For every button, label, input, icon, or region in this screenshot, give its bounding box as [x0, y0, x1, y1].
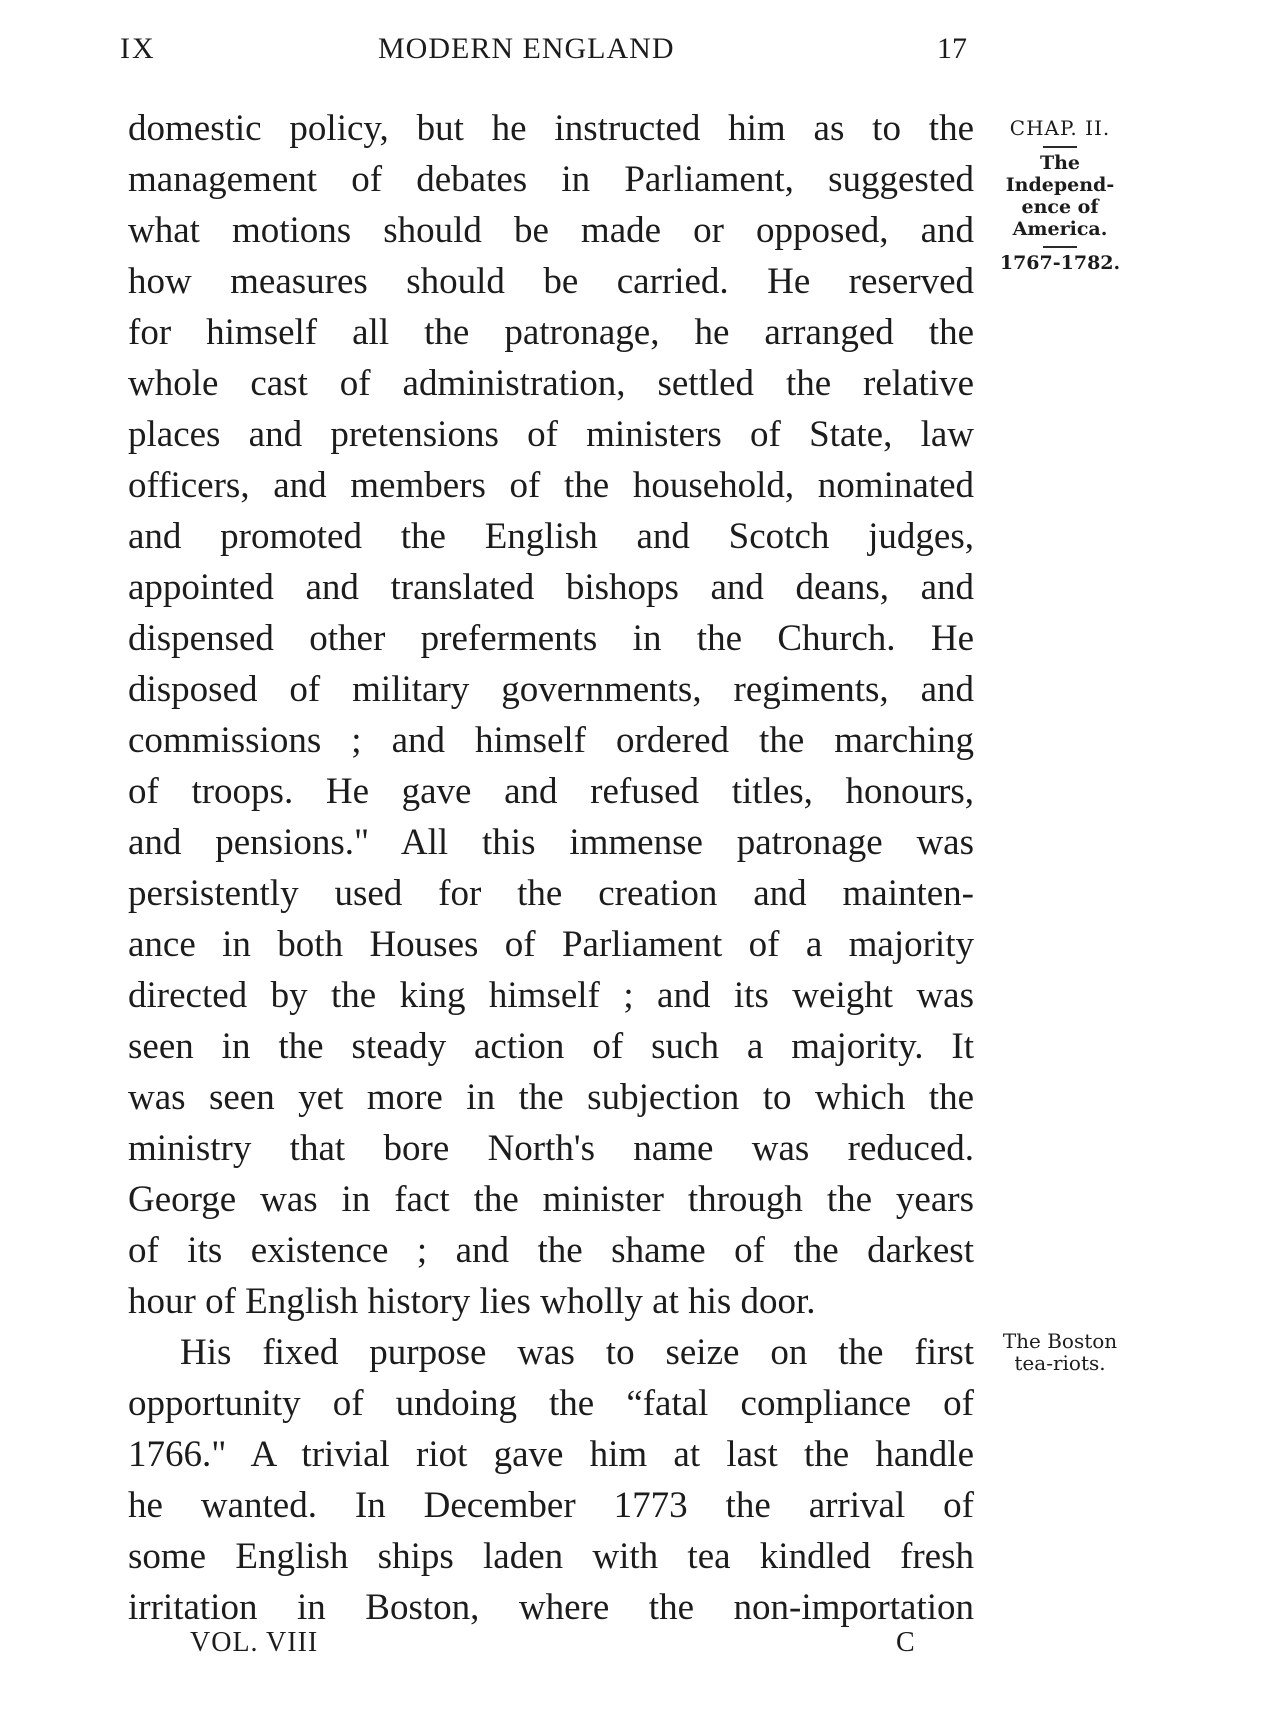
text-line: seen in the steady action of such a majority. It [128, 1026, 974, 1067]
signature-mark: C [896, 1627, 915, 1658]
sidenote-topic-line: Independ- [1005, 174, 1115, 196]
paragraph-first-line: His fixed purpose was to seize on the first [180, 1332, 974, 1373]
text-line: dispensed other preferments in the Church. He [128, 618, 974, 659]
text-line: officers, and members of the household, nominated [128, 465, 974, 506]
text-line: how measures should be carried. He reserved [128, 261, 974, 302]
text-line: directed by the king himself ; and its weight was [128, 975, 974, 1016]
text-line: was seen yet more in the subjection to which the [128, 1077, 974, 1118]
text-line: places and pretensions of ministers of State, law [128, 414, 974, 455]
text-line: management of debates in Parliament, suggested [128, 159, 974, 200]
text-line: and pensions." All this immense patronage was [128, 822, 974, 863]
chapter-sidenote [990, 116, 1130, 274]
text-line: opportunity of undoing the “fatal compliance of [128, 1383, 974, 1424]
page-number: 17 [937, 32, 967, 65]
text-line: disposed of military governments, regiments, and [128, 669, 974, 710]
text-line: irritation in Boston, where the non-importation [128, 1587, 974, 1628]
sidenote-topic-line: The [1039, 152, 1081, 174]
text-line: whole cast of administration, settled the relative [128, 363, 974, 404]
text-line: domestic policy, but he instructed him as to the [128, 108, 974, 149]
text-line: and promoted the English and Scotch judges, [128, 516, 974, 557]
text-line: 1766." A trivial riot gave him at last the handle [128, 1434, 974, 1475]
body-text [128, 103, 974, 1633]
header-title: MODERN ENGLAND [378, 32, 675, 65]
sidenote-topic-line: America. [1012, 218, 1108, 240]
sidenote-topic-line: ence of [1021, 196, 1099, 218]
boston-sidenote [985, 1330, 1135, 1374]
text-line: some English ships laden with tea kindled fresh [128, 1536, 974, 1577]
text-line: of its existence ; and the shame of the darkest [128, 1230, 974, 1271]
text-line: ance in both Houses of Parliament of a majority [128, 924, 974, 965]
sidenote-divider [1043, 146, 1077, 148]
header-volume-number: IX [120, 32, 156, 65]
sidenote-boston-line: tea-riots. [1014, 1351, 1106, 1375]
text-line: George was in fact the minister through the years [128, 1179, 974, 1220]
text-line: hour of English history lies wholly at his door. [128, 1281, 816, 1322]
text-line: ministry that bore North's name was reduced. [128, 1128, 974, 1169]
sidenote-boston-line: The Boston [1002, 1329, 1118, 1353]
text-line: he wanted. In December 1773 the arrival of [128, 1485, 974, 1526]
page-footer [0, 1627, 1280, 1667]
footer-volume: VOL. VIII [190, 1627, 319, 1658]
text-line: commissions ; and himself ordered the marching [128, 720, 974, 761]
running-header [0, 32, 1280, 72]
sidenote-chapter: CHAP. II. [1009, 116, 1111, 140]
text-line: appointed and translated bishops and deans, and [128, 567, 974, 608]
text-line: of troops. He gave and refused titles, honours, [128, 771, 974, 812]
sidenote-dates: 1767-1782. [999, 252, 1121, 274]
text-line: what motions should be made or opposed, and [128, 210, 974, 251]
text-line: for himself all the patronage, he arranged the [128, 312, 974, 353]
sidenote-divider [1043, 246, 1077, 248]
text-line: persistently used for the creation and mainten- [128, 873, 974, 914]
